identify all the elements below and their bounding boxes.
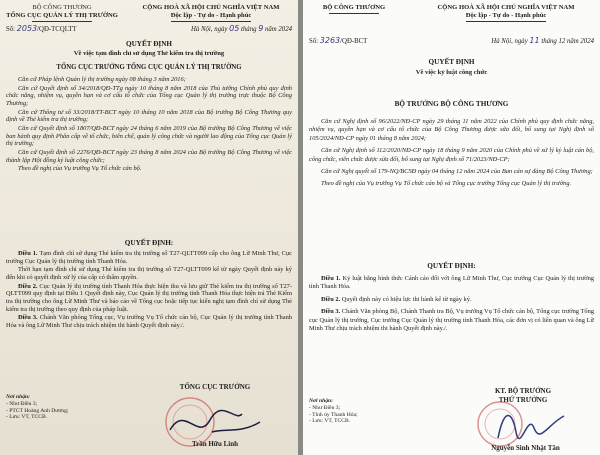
left-article-3	[6, 314, 292, 329]
right-articles	[309, 275, 594, 335]
left-so-suffix: /QĐ-TCQLTT	[37, 26, 77, 33]
right-so-number-handwritten: 3263	[319, 36, 341, 45]
left-agency-line1: BỘ CÔNG THƯƠNG	[32, 4, 92, 11]
left-date-year: năm 2024	[265, 26, 292, 33]
left-nation-title: CỘNG HOÀ XÃ HỘI CHỦ NGHĨA VIỆT NAM	[142, 4, 280, 11]
left-decision-document	[0, 0, 298, 455]
left-signer-name: Trần Hữu Linh	[191, 440, 239, 448]
left-basis-item: Căn cứ Pháp lệnh Quản lý thị trường ngày 08 tháng 3 năm 2016;	[18, 76, 186, 83]
right-art2-label: Điều 2.	[321, 295, 341, 303]
left-date-day: 05	[229, 24, 240, 33]
right-authority: BỘ TRƯỞNG BỘ CÔNG THƯƠNG	[394, 100, 509, 108]
right-recipient: - Lưu: VT, TCCB.	[309, 418, 351, 425]
left-art1-text: Tạm đình chỉ sử dụng Thẻ kiểm tra thị trường số T27-QLTT099 cấp cho ông Lữ Minh Thư, Cục trưởng Cục Quản lý thị trường tỉnh Thanh Hóa.	[6, 250, 292, 265]
left-basis-item: Căn cứ Quyết định số 34/2018/QĐ-TTg ngày 10 tháng 8 năm 2018 của Thủ tướng Chính phủ quy định chức năng, nhiệm vụ, quyền hạn và cơ cấu tổ chức của Tổng cục Quản lý thị trường trực thuộc Bộ Công Thương;	[6, 84, 292, 107]
right-doc-number	[309, 36, 367, 45]
left-basis-item: Theo đề nghị của Vụ trưởng Vụ Tổ chức cán bộ.	[18, 165, 142, 173]
left-basis-item: Căn cứ Quyết định số 1807/QĐ-BCT ngày 24 tháng 6 năm 2019 của Bộ trưởng Bộ Công Thương về việc ban hành quy định Phân cấp về tổ chức, biên chế, quản lý công chức và người lao động của Tổng cục Quản lý thị trường;	[6, 125, 292, 148]
right-basis-item: Căn cứ Nghị quyết số 179-NQ/BCSĐ ngày 04 tháng 12 năm 2024 của Ban cán sự đảng Bộ Công Thương;	[321, 168, 593, 176]
right-basis-item: Căn cứ Nghị định số 96/2022/NĐ-CP ngày 29 tháng 11 năm 2022 của Chính phủ quy định chức năng, nhiệm vụ, quyền hạn và cơ cấu tổ chức của Bộ Công Thương được sửa đổi, bổ sung tại Nghị định số 105/2024/NĐ-CP ngày 01 tháng 8 năm 2024;	[309, 118, 594, 142]
right-sign-title-2: THỨ TRƯỞNG	[498, 396, 548, 404]
right-title: QUYẾT ĐỊNH	[428, 58, 475, 66]
left-doc-date	[191, 24, 292, 33]
right-date-place: Hà Nội, ngày	[491, 38, 528, 45]
left-agency	[6, 4, 118, 22]
right-art1-text: Kỷ luật bằng hình thức Cảnh cáo đối với ông Lữ Minh Thư, Cục trưởng Cục Quản lý thị trường tỉnh Thanh Hóa.	[309, 275, 594, 291]
left-recipient: - PTCT Hoàng Anh Dương;	[6, 407, 69, 414]
right-basis-item: Theo đề nghị của Vụ trưởng Vụ Tổ chức cán bộ và Tổng cục trưởng Tổng cục Quản lý thị trường.	[321, 180, 572, 188]
right-art3-label: Điều 3.	[321, 308, 341, 316]
right-so-suffix: /QĐ-BCT	[340, 38, 368, 45]
right-date-day: 11	[529, 36, 540, 45]
left-motto: Độc lập - Tự do - Hạnh phúc	[170, 12, 252, 19]
left-article-1	[6, 250, 292, 265]
left-agency-underline	[32, 21, 92, 22]
left-agency-line2: TỔNG CỤC QUẢN LÝ THỊ TRƯỜNG	[6, 12, 118, 19]
right-seal-inner	[485, 409, 515, 439]
right-recipient: - Tỉnh ủy Thanh Hóa;	[309, 411, 358, 418]
right-basis-item: Căn cứ Nghị định số 112/2020/NĐ-CP ngày 18 tháng 9 năm 2020 của Chính phủ về xử lý kỷ luật cán bộ, công chức, viên chức được sửa đổi, bổ sung tại Nghị định số 71/2023/NĐ-CP;	[309, 147, 594, 163]
right-signature-stroke	[498, 415, 564, 438]
right-article-2	[309, 296, 594, 304]
left-decides: QUYẾT ĐỊNH:	[124, 239, 174, 247]
left-recipient: - Như Điều 3;	[6, 400, 38, 407]
left-title: QUYẾT ĐỊNH	[126, 40, 172, 48]
right-art2-text: Quyết định này có hiệu lực thi hành kể từ ngày ký.	[341, 295, 472, 303]
right-doc-date	[491, 36, 594, 45]
right-date-rest: tháng 12 năm 2024	[541, 38, 594, 45]
right-subject: Về việc kỷ luật công chức	[415, 69, 488, 76]
left-date-month-word: tháng	[241, 26, 257, 33]
left-sign-title: TỔNG CỤC TRƯỞNG	[179, 383, 251, 391]
left-recipient: - Lưu: VT, TCCB.	[6, 414, 48, 421]
left-red-seal-and-signature	[150, 392, 280, 447]
right-decides: QUYẾT ĐỊNH:	[427, 262, 476, 270]
left-recipients	[6, 394, 68, 421]
right-recipient: - Như Điều 3;	[309, 404, 341, 411]
left-basis-item: Căn cứ Thông tư số 33/2018/TT-BCT ngày 10 tháng 10 năm 2018 của Bộ trưởng Bộ Công Thương quy định về Thẻ kiểm tra thị trường;	[6, 108, 292, 124]
right-nation-title: CỘNG HOÀ XÃ HỘI CHỦ NGHĨA VIỆT NAM	[437, 4, 575, 11]
right-basis	[309, 118, 594, 190]
right-nation	[416, 4, 596, 22]
left-article-2	[6, 283, 292, 313]
right-art1-label: Điều 1.	[321, 275, 341, 282]
right-motto: Độc lập - Tự do - Hạnh phúc	[465, 12, 547, 19]
right-art3-text: Chánh Văn phòng Bộ, Chánh Thanh tra Bộ, Vụ trưởng Vụ Tổ chức cán bộ, Tổng cục trưởng Tổng cục Quản lý thị trường, Cục trưởng Cục Quản lý thị trường tỉnh Thanh Hóa, các đơn vị có liên quan và ông Lữ Minh Thư chịu trách nhiệm thi hành Quyết định này./.	[309, 308, 594, 333]
left-basis	[6, 76, 292, 174]
left-signature-stroke	[170, 410, 260, 432]
left-art2-label: Điều 2.	[18, 282, 38, 290]
right-article-3	[309, 308, 594, 333]
right-agency	[309, 4, 399, 14]
right-header	[303, 4, 600, 34]
left-art2-text: Cục Quản lý thị trường tỉnh Thanh Hóa thực hiện thu và lưu giữ Thẻ kiểm tra thị trường số T27-QLTT099 quy định tại Điều 1 Quyết định này, Cục Quản lý thị trường tỉnh Thanh Hóa thực hiện trả Thẻ Kiểm tra thị trường cho ông Lữ Minh Thư và báo cáo về Tổng cục hoặc tiếp tục kiến nghị tạm đình chỉ sử dụng Thẻ kiểm tra thị trường theo quy định của pháp luật.	[6, 282, 292, 313]
left-nation	[128, 4, 294, 22]
right-so-prefix: Số:	[309, 38, 319, 45]
left-motto-underline	[171, 21, 251, 22]
left-art3-text: Chánh Văn phòng Tổng cục, Vụ trưởng Vụ Tổ chức cán bộ, Cục Quản lý thị trường tỉnh Thanh Hóa và ông Lữ Minh Thư chịu trách nhiệm thi hành Quyết định này./.	[6, 314, 292, 329]
left-art1-label: Điều 1.	[18, 250, 38, 257]
left-date-month: 9	[258, 24, 264, 33]
left-so-prefix: Số:	[6, 26, 16, 33]
right-agency-name: BỘ CÔNG THƯƠNG	[322, 4, 386, 11]
left-subject: Về việc tạm đình chỉ sử dụng Thẻ kiểm tra thị trường	[73, 50, 225, 57]
right-decision-document	[303, 0, 600, 455]
right-recipients	[309, 398, 358, 425]
left-date-place: Hà Nội, ngày	[190, 26, 228, 33]
right-red-seal-and-signature	[468, 398, 588, 448]
right-article-1	[309, 275, 594, 292]
left-art3-label: Điều 3.	[18, 314, 38, 322]
left-art1b-text: Thời hạn tạm đình chỉ sử dụng Thẻ kiểm tra thị trường số T27-QLTT099 kể từ ngày Quyết định này ký đến khi có quyết định xử lý của cấp có thẩm quyền.	[6, 266, 292, 281]
right-recipients-head: Nơi nhận:	[309, 398, 333, 404]
left-articles	[6, 250, 292, 331]
left-basis-item: Căn cứ Quyết định số 2276/QĐ-BCT ngày 23 tháng 8 năm 2024 của Bộ trưởng Bộ Công Thương về việc thành lập Hội đồng kỷ luật công chức;	[6, 149, 292, 164]
right-signer-name: Nguyễn Sinh Nhật Tân	[491, 444, 560, 452]
right-agency-underline	[329, 13, 379, 14]
left-so-number-handwritten: 2053	[16, 24, 38, 33]
left-doc-number	[6, 24, 77, 33]
right-sign-title-1: KT. BỘ TRƯỞNG	[494, 387, 552, 395]
left-recipients-head: Nơi nhận:	[6, 394, 30, 400]
right-motto-underline	[466, 21, 546, 22]
left-authority: TỔNG CỤC TRƯỞNG TỔNG CỤC QUẢN LÝ THỊ TRƯỜNG	[56, 64, 242, 71]
